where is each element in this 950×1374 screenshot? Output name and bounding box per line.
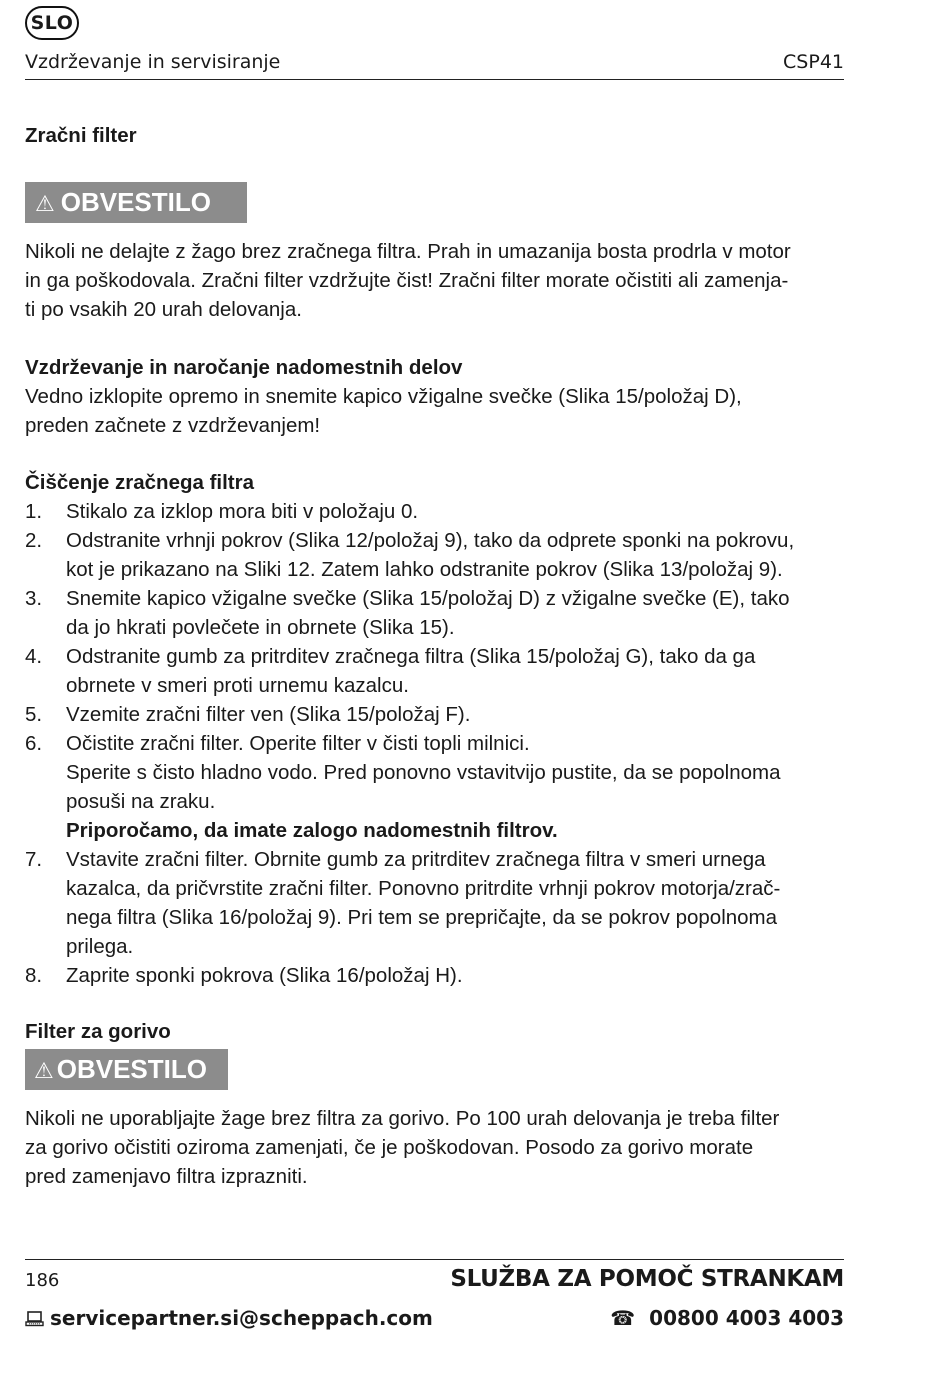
email-address[interactable]: servicepartner.si@scheppach.com — [50, 1306, 433, 1330]
step-line: Vstavite zračni filter. Obrnite gumb za pritrditev zračnega filtra v smeri urnega — [66, 848, 766, 871]
step-line: Snemite kapico vžigalne svečke (Slika 15/položaj D) z vžigalne svečke (E), tako — [66, 587, 790, 610]
step-number: 7. — [25, 848, 43, 871]
step-line: Stikalo za izklop mora biti v položaju 0. — [66, 500, 419, 523]
language-badge: SLO — [25, 6, 79, 40]
air-filter-heading: Zračni filter — [25, 124, 137, 147]
list-item — [25, 497, 845, 526]
email-contact — [25, 1306, 433, 1332]
fuel-filter-heading: Filter za gorivo — [25, 1020, 171, 1043]
notice-banner — [25, 1049, 228, 1090]
step-line: Zaprite sponki pokrova (Slika 16/položaj H). — [66, 964, 463, 987]
step-line: Vzemite zračni filter ven (Slika 15/položaj F). — [66, 703, 471, 726]
step-line: prilega. — [66, 935, 134, 958]
step-number: 2. — [25, 529, 43, 552]
air-filter-text — [25, 237, 845, 324]
text-line: Nikoli ne uporabljajte žage brez filtra za gorivo. Po 100 urah delovanja je treba filter — [25, 1107, 780, 1130]
cleaning-heading: Čiščenje zračnega filtra — [25, 471, 255, 494]
step-line: kazalca, da pričvrstite zračni filter. Ponovno pritrdite vrhnji pokrov motorja/zrač- — [66, 877, 781, 900]
list-item — [25, 642, 845, 700]
step-number: 3. — [25, 587, 43, 610]
step-line: nega filtra (Slika 16/položaj 9). Pri tem se prepričajte, da se pokrov popolnoma — [66, 906, 778, 929]
step-number: 8. — [25, 964, 43, 987]
list-item — [25, 729, 845, 845]
cleaning-section — [25, 468, 845, 990]
text-line: preden začnete z vzdrževanjem! — [25, 414, 321, 437]
laptop-icon — [25, 1308, 44, 1332]
maintenance-heading: Vzdrževanje in naročanje nadomestnih delov — [25, 356, 463, 379]
step-line: Očistite zračni filter. Operite filter v čisti topli milnici. — [66, 732, 530, 755]
step-line: Odstranite vrhnji pokrov (Slika 12/položaj 9), tako da odprete sponki na pokrovu, — [66, 529, 795, 552]
telephone-icon: ☎ — [610, 1306, 636, 1330]
text-line: ti po vsakih 20 urah delovanja. — [25, 298, 302, 321]
text-line: Nikoli ne delajte z žago brez zračnega filtra. Prah in umazanija bosta prodrla v motor — [25, 240, 791, 263]
page-number: 186 — [25, 1270, 60, 1291]
warning-triangle-icon: ⚠ — [34, 1058, 54, 1083]
footer-rule — [25, 1259, 844, 1260]
step-line: posuši na zraku. — [66, 790, 216, 813]
fuel-filter-text — [25, 1104, 845, 1191]
step-number: 4. — [25, 645, 43, 668]
notice-label: OBVESTILO — [56, 1054, 207, 1084]
step-number: 5. — [25, 703, 43, 726]
list-item — [25, 700, 845, 729]
model-label: CSP41 — [783, 51, 844, 73]
recommendation-line: Priporočamo, da imate zalogo nadomestnih filtrov. — [66, 819, 558, 842]
step-line: obrnete v smeri proti urnemu kazalcu. — [66, 674, 409, 697]
text-line: pred zamenjavo filtra izprazniti. — [25, 1165, 308, 1188]
notice-banner — [25, 182, 247, 223]
step-line: Odstranite gumb za pritrditev zračnega filtra (Slika 15/položaj G), tako da ga — [66, 645, 756, 668]
step-line: Sperite s čisto hladno vodo. Pred ponovno vstavitvijo pustite, da se popolnoma — [66, 761, 781, 784]
list-item — [25, 526, 845, 584]
header-rule — [25, 79, 844, 80]
notice-label: OBVESTILO — [60, 187, 211, 217]
step-line: da jo hkrati povlečete in obrnete (Slika 15). — [66, 616, 455, 639]
list-item — [25, 584, 845, 642]
step-number: 6. — [25, 732, 43, 755]
list-item — [25, 961, 845, 990]
footer-title: SLUŽBA ZA POMOČ STRANKAM — [450, 1266, 844, 1292]
step-number: 1. — [25, 500, 43, 523]
list-item — [25, 845, 845, 961]
step-line: kot je prikazano na Sliki 12. Zatem lahko odstranite pokrov (Slika 13/položaj 9). — [66, 558, 783, 581]
phone-number[interactable]: 00800 4003 4003 — [649, 1306, 844, 1330]
text-line: za gorivo očistiti oziroma zamenjati, če je poškodovan. Posodo za gorivo morate — [25, 1136, 754, 1159]
phone-contact — [610, 1306, 844, 1330]
maintenance-block — [25, 353, 845, 440]
text-line: Vedno izklopite opremo in snemite kapico vžigalne svečke (Slika 15/položaj D), — [25, 385, 742, 408]
section-title: Vzdrževanje in servisiranje — [25, 51, 281, 73]
warning-triangle-icon: ⚠ — [35, 191, 55, 216]
text-line: in ga poškodovala. Zračni filter vzdržujte čist! Zračni filter morate očistiti ali zamenja- — [25, 269, 789, 292]
